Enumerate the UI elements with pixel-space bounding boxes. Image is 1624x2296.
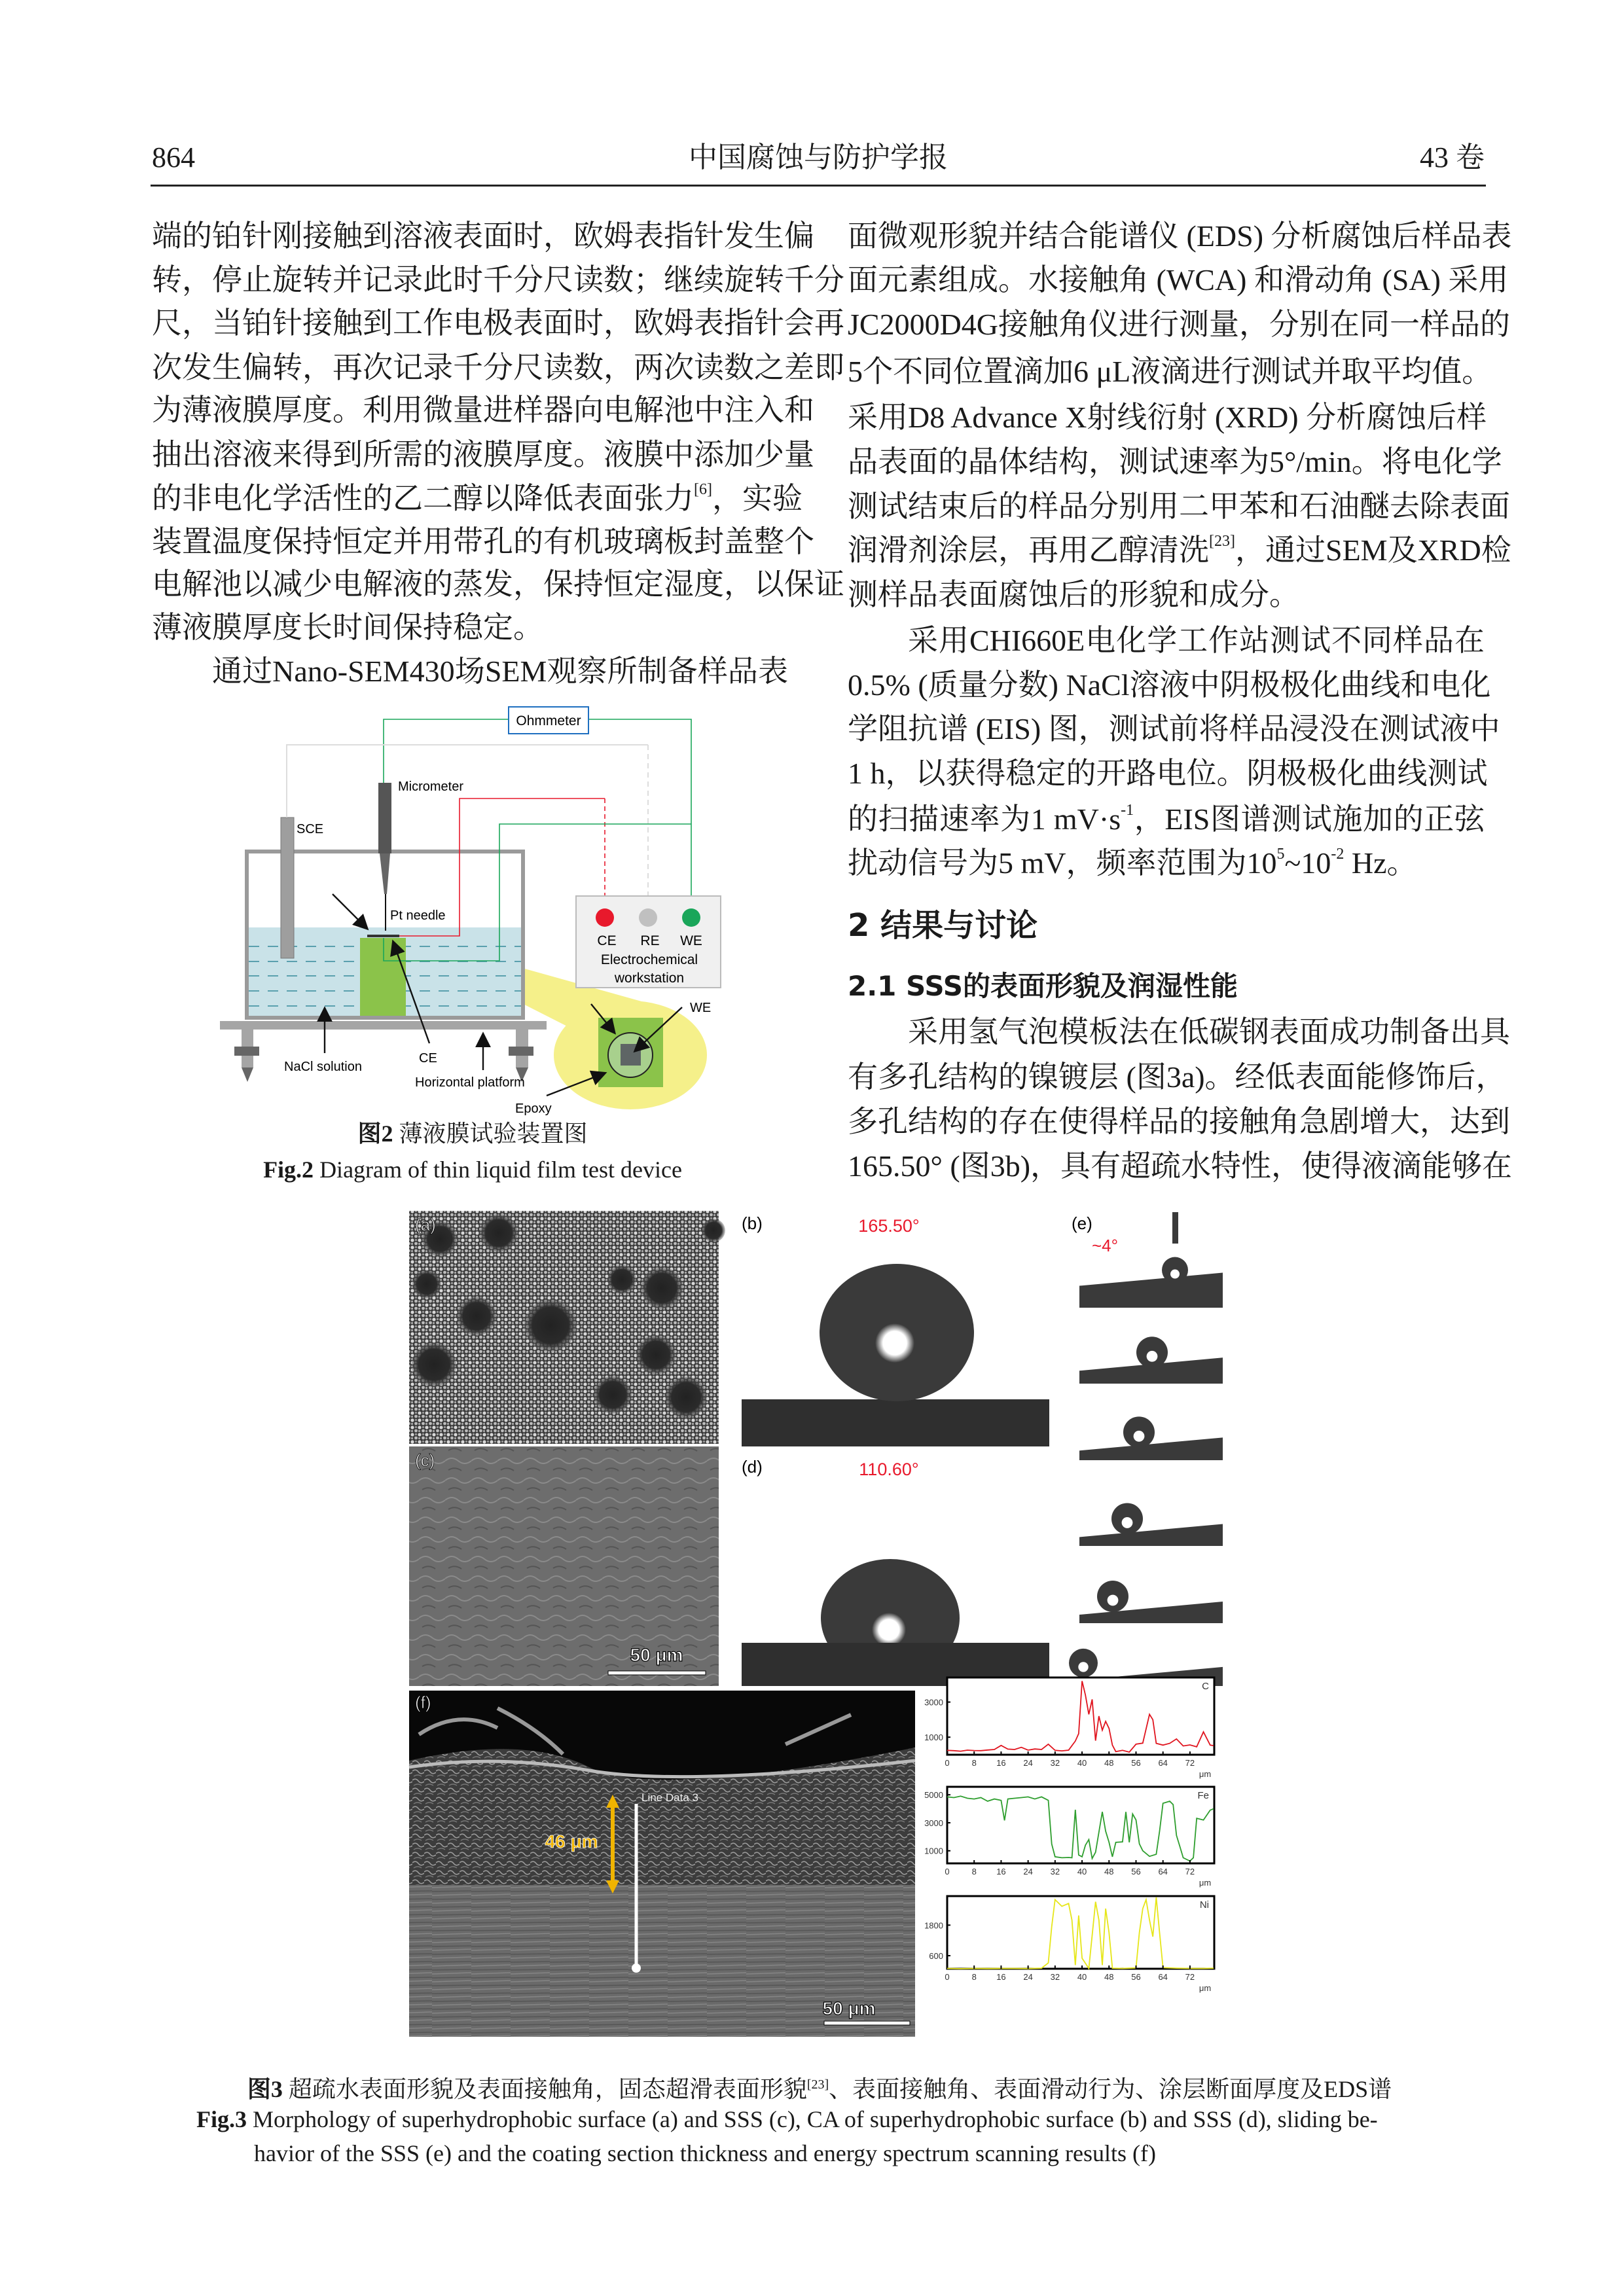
fig3-caption-cn-tail: 、表面接触角、表面滑动行为、涂层断面厚度及EDS谱 [829,2076,1392,2102]
eds-y-tick-label: 1000 [924,1846,943,1856]
wire-ohmmeter-right [588,719,691,908]
text-run: 采用氢气泡模板法在低碳钢表面成功制备出具 [908,1015,1510,1049]
eds-y-tick-label: 3000 [924,1697,943,1708]
text-run: 为薄液膜厚度。利用微量进样器向电解池中注入和 [152,393,814,427]
eds-x-tick-label: 40 [1077,1972,1087,1982]
ce-plate [367,935,399,937]
panel-b-contact-angle [738,1211,1051,1446]
eds-x-tick-label: 0 [945,1972,950,1982]
ohmmeter-label: Ohmmeter [516,713,581,728]
sliding-frame [1079,1574,1223,1623]
panel-d-label: (d) [742,1457,763,1477]
ce-terminal-label: CE [597,933,617,948]
eds-x-tick-label: 8 [971,1867,977,1876]
journal-title: 中国腐蚀与防护学报 [689,141,948,173]
fig3-caption-cn [0,2068,1624,2106]
fig2-caption-cn [0,1117,945,1150]
fig2-caption-cn-text: 薄液膜试验装置图 [399,1121,588,1147]
text-run: 面元素组成。水接触角 (WCA) 和滑动角 (SA) 采用 [848,263,1509,296]
text-run: 润滑剂涂层，再用乙醇清洗 [848,533,1209,567]
eds-line-scan-charts [924,1677,1214,1993]
eds-x-tick-label: 64 [1158,1758,1168,1768]
text-run: 1 h，以获得稳定的开路电位。阴极极化曲线测试 [848,757,1488,790]
eds-x-tick-label: 72 [1185,1758,1195,1768]
scale-bar-c-label: 50 μm [630,1645,683,1665]
text-run: 装置温度保持恒定并用带孔的有机玻璃板封盖整个 [152,525,814,558]
eds-x-unit: μm [1199,1769,1212,1779]
re-terminal-icon [639,908,657,927]
volume-label: 43 卷 [1420,141,1485,173]
panel-a-label: (a) [415,1215,436,1234]
eds-x-tick-label: 8 [971,1972,977,1982]
epoxy-label: Epoxy [515,1102,552,1116]
sliding-angle: ~4° [1092,1236,1119,1255]
text-run: JC2000D4G接触角仪进行测量，分别在同一样品的 [848,308,1511,341]
fig2-caption-en-label: Fig.2 [263,1157,314,1183]
eds-x-tick-label: 24 [1023,1758,1033,1768]
ce-label: CE [419,1051,437,1066]
eds-y-tick-label: 1800 [924,1920,943,1931]
platform-legs [234,1030,533,1082]
eds-x-tick-label: 24 [1023,1972,1033,1982]
text-run: 通过Nano-SEM430场SEM观察所制备样品表 [212,655,788,688]
fig2-caption-cn-label: 图2 [357,1121,393,1147]
eds-x-tick-label: 24 [1023,1867,1033,1876]
eds-x-tick-label: 32 [1050,1972,1060,1982]
platform-label: Horizontal platform [415,1075,525,1090]
fig3-caption-en-2: havior of the SSS (e) and the coating section thickness and energy spectrum scanning results (f) [254,2140,1156,2166]
micrometer-tip [380,853,390,894]
scale-bar-f-label: 50 μm [822,1998,876,2018]
text-run: 尺，当铂针接触到工作电极表面时，欧姆表指针会再 [152,306,844,340]
scale-bar-f [824,2021,910,2025]
eds-element-label: Fe [1197,1790,1209,1801]
wire-ohmmeter-left [384,719,509,783]
eds-x-tick-label: 8 [971,1758,977,1768]
fig2-caption-en-text: Diagram of thin liquid film test device [319,1157,682,1183]
eds-x-tick-label: 40 [1077,1758,1087,1768]
contact-angle-d: 110.60° [859,1460,919,1479]
sliding-frame [1079,1211,1223,1308]
panel-e-label: (e) [1072,1213,1092,1233]
eds-x-unit: μm [1199,1878,1212,1888]
text-run: 有多孔结构的镍镀层 (图3a)。经低表面能修饰后， [848,1060,1506,1094]
micrometer-label: Micrometer [398,780,464,794]
sliding-frame [1079,1496,1223,1546]
eds-x-tick-label: 16 [996,1972,1006,1982]
eds-x-tick-label: 56 [1131,1867,1141,1876]
eds-x-tick-label: 16 [996,1867,1006,1876]
fig3-caption-ref: [23] [806,2077,829,2092]
panel-e-sliding [1069,1211,1223,1686]
text-run: 抽出溶液来得到所需的液膜厚度。液膜中添加少量 [152,438,814,471]
eds-x-tick-label: 48 [1104,1972,1114,1982]
text-run: 次发生偏转，再次记录千分尺读数，两次读数之差即 [152,351,844,384]
eds-x-tick-label: 64 [1158,1867,1168,1876]
eds-x-tick-label: 72 [1185,1972,1195,1982]
re-terminal-label: RE [640,933,660,948]
eds-element-label: Ni [1199,1899,1209,1910]
text-run: 采用CHI660E电化学工作站测试不同样品在 [908,624,1485,657]
sce-label: SCE [297,822,324,836]
eds-y-tick-label: 600 [929,1951,943,1962]
eds-x-tick-label: 48 [1104,1758,1114,1768]
fig3-caption-en-1 [196,2103,1378,2136]
fig3-caption-cn-label: 图3 [247,2076,283,2102]
text-run: 扰动信号为5 mV，频率范围为10 [848,846,1277,880]
text-run: 薄液膜厚度长时间保持稳定。 [152,611,543,644]
text-run: 学阻抗谱 (EIS) 图，测试前将样品浸没在测试液中 [848,712,1500,745]
eds-x-tick-label: 0 [945,1758,950,1768]
eds-x-tick-label: 0 [945,1867,950,1876]
text-run: 多孔结构的存在使得样品的接触角急剧增大，达到 [848,1105,1510,1138]
eds-x-tick-label: 32 [1050,1758,1060,1768]
text-run: ，EIS图谱测试施加的正弦 [1134,802,1485,836]
text-run: 采用D8 Advance X射线衍射 (XRD) 分析腐蚀后样 [848,401,1487,434]
workstation-label-1: Electrochemical [600,952,698,967]
eds-x-tick-label: 48 [1104,1867,1114,1876]
eds-plot-frame [947,1896,1214,1969]
eds-element-label: C [1202,1681,1209,1692]
we-terminal-label: WE [680,933,702,948]
text-run: 测样品表面腐蚀后的形貌和成分。 [848,578,1299,611]
we-inset-label: WE [690,1001,712,1015]
subsection-heading: 2.1 SSS的表面形貌及润湿性能 [848,970,1238,1002]
text-run: 5个不同位置滴加6 μL液滴进行测试并取平均值。 [848,355,1492,388]
citation-superscript: -1 [1121,802,1134,819]
workstation-label-2: workstation [614,971,685,986]
text-run: Hz。 [1344,846,1417,880]
citation-superscript: [6] [694,481,712,498]
citation-superscript: -2 [1331,846,1344,863]
eds-x-tick-label: 64 [1158,1972,1168,1982]
eds-x-tick-label: 56 [1131,1758,1141,1768]
fig2-caption-en [0,1153,945,1186]
fig3-caption-en-line1: Morphology of superhydrophobic surface (a) and SSS (c), CA of superhydrophobic surface (b) and SSS (d), sliding be- [253,2106,1378,2132]
panel-a-sem [409,1211,725,1444]
panel-d-contact-angle [738,1454,1051,1686]
text-run: 转，停止旋转并记录此时千分尺读数；继续旋转千分 [152,263,844,296]
eds-plot-frame [947,1787,1214,1863]
pt-needle-label: Pt needle [390,908,446,923]
eds-x-unit: μm [1199,1983,1212,1993]
eds-x-tick-label: 32 [1050,1867,1060,1876]
text-run: 面微观形貌并结合能谱仪 (EDS) 分析腐蚀后样品表 [848,219,1512,253]
nacl-label: NaCl solution [284,1060,362,1074]
fig2-diagram [220,707,721,1116]
eds-x-tick-label: 16 [996,1758,1006,1768]
eds-plot-frame [947,1677,1214,1755]
panel-c-label: (c) [415,1450,435,1470]
we-terminal-icon [682,908,700,927]
section-heading: 2 结果与讨论 [848,907,1038,944]
text-run: 0.5% (质量分数) NaCl溶液中阴极极化曲线和电化 [848,668,1491,702]
eds-y-tick-label: 3000 [924,1818,943,1828]
sce-electrode [281,817,294,958]
text-run: 的扫描速率为1 mV·s [848,802,1121,836]
sliding-frame [1079,1407,1223,1460]
text-run: ，实验 [712,482,803,515]
fig3-caption-cn-text: 超疏水表面形貌及表面接触角，固态超滑表面形貌 [288,2076,807,2102]
scale-bar-c [608,1671,706,1675]
text-run: 165.50° (图3b)，具有超疏水特性，使得液滴能够在 [848,1149,1513,1183]
panel-b-label: (b) [742,1213,763,1233]
text-run: ~10 [1284,846,1331,880]
text-run: ，通过SEM及XRD检 [1235,533,1511,567]
text-run: 品表面的晶体结构，测试速率为5°/min。将电化学 [848,445,1502,478]
wire-sce [287,745,648,817]
ce-terminal-icon [596,908,614,927]
page-number: 864 [152,141,195,173]
fig3-caption-en-label: Fig.3 [196,2106,247,2132]
panel-f-label: (f) [415,1693,431,1712]
electrode-block [360,938,406,1016]
text-run: 端的铂针刚接触到溶液表面时，欧姆表指针发生偏 [152,219,814,253]
eds-x-tick-label: 72 [1185,1867,1195,1876]
inset-we [621,1044,641,1066]
contact-angle-b: 165.50° [858,1216,920,1236]
text-run: 电解池以减少电解液的蒸发，保持恒定湿度，以保证 [152,567,844,601]
text-run: 的非电化学活性的乙二醇以降低表面张力 [152,482,694,515]
eds-x-tick-label: 40 [1077,1867,1087,1876]
eds-y-tick-label: 5000 [924,1790,943,1801]
panel-f-cross-section [409,1691,915,2037]
citation-superscript: [23] [1209,533,1235,550]
horizontal-platform [220,1021,547,1030]
eds-x-tick-label: 56 [1131,1972,1141,1982]
micrometer [378,783,391,853]
panel-c-sem [409,1446,719,1686]
thickness-label: 46 μm [545,1831,598,1852]
sliding-frame [1079,1319,1223,1384]
citation-superscript: 5 [1276,846,1285,863]
text-run: 测试结束后的样品分别用二甲苯和石油醚去除表面 [848,490,1510,523]
line-data-label: Line Data 3 [641,1791,698,1804]
eds-y-tick-label: 1000 [924,1732,943,1743]
